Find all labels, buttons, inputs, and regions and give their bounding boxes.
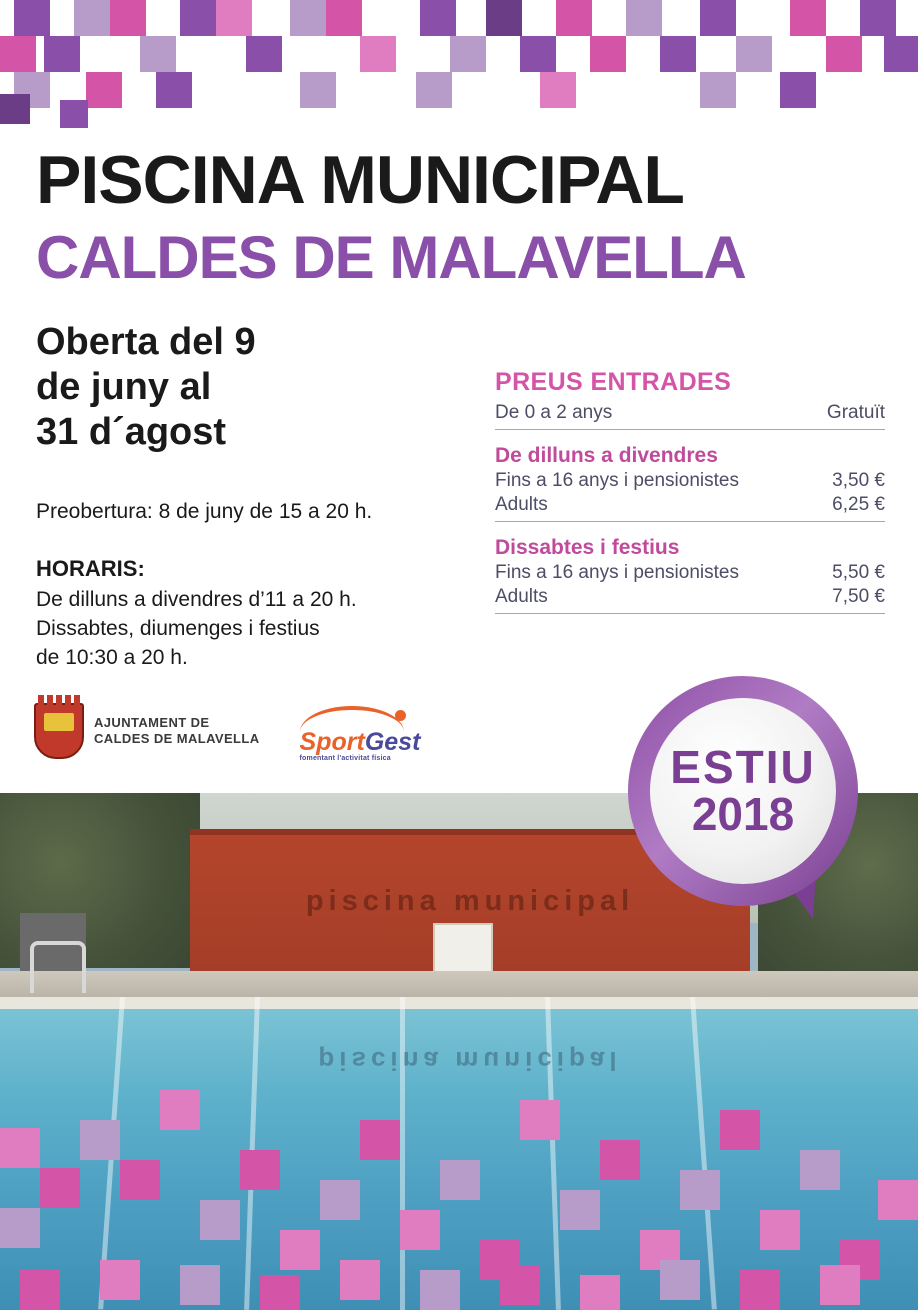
- schedule-line-2: Dissabtes, diumenges i festius: [36, 616, 320, 640]
- mosaic-square: [780, 72, 816, 108]
- pool-water: [0, 997, 918, 1310]
- schedule-line-3: de 10:30 a 20 h.: [36, 645, 188, 669]
- price-row: [495, 469, 885, 493]
- ajuntament-line-2: CALDES DE MALAVELLA: [94, 731, 260, 746]
- mosaic-square: [110, 0, 146, 36]
- price-label: Adults: [495, 586, 548, 607]
- mosaic-square: [60, 100, 88, 128]
- building-sign: piscina municipal: [305, 885, 635, 917]
- mosaic-square: [180, 0, 216, 36]
- pool-reflection-text: piscina municipal: [318, 1046, 622, 1076]
- lane-line: [545, 997, 561, 1310]
- mosaic-square: [486, 0, 522, 36]
- mosaic-square: [300, 72, 336, 108]
- page-subtitle: CALDES DE MALAVELLA: [36, 224, 746, 291]
- mosaic-square: [44, 36, 80, 72]
- price-label: Fins a 16 anys i pensionistes: [495, 470, 739, 491]
- pool-deck: [0, 971, 918, 999]
- mosaic-square: [420, 0, 456, 36]
- lane-line: [244, 997, 260, 1310]
- price-row: [495, 401, 885, 425]
- price-divider: [495, 521, 885, 522]
- mosaic-square: [826, 36, 862, 72]
- sportgest-sport: Sport: [299, 728, 365, 756]
- mosaic-square: [0, 36, 36, 72]
- opening-dates: [36, 320, 256, 454]
- price-group-title: De dilluns a divendres: [495, 444, 718, 467]
- price-divider: [495, 613, 885, 614]
- badge-season-label: ESTIU: [670, 740, 816, 793]
- mosaic-square: [216, 0, 252, 36]
- season-badge: [628, 676, 858, 906]
- mosaic-square: [626, 0, 662, 36]
- price-group: [495, 401, 885, 430]
- price-value: Gratuït: [826, 402, 885, 423]
- price-value: 5,50 €: [832, 562, 885, 583]
- lane-line: [400, 997, 405, 1310]
- mosaic-square: [540, 72, 576, 108]
- preopening-note: Preobertura: 8 de juny de 15 a 20 h.: [36, 500, 373, 523]
- mosaic-square: [86, 72, 122, 108]
- mosaic-square: [884, 36, 918, 72]
- pool-edge: [0, 997, 918, 1009]
- pool-ladder-icon: [30, 941, 86, 993]
- price-table-heading: PREUS ENTRADES: [495, 368, 732, 396]
- mosaic-square: [450, 36, 486, 72]
- ajuntament-label: [94, 715, 260, 748]
- sportgest-name: [300, 730, 421, 755]
- opening-line-1: Oberta del 9: [36, 321, 256, 363]
- mosaic-square: [590, 36, 626, 72]
- ajuntament-line-1: AJUNTAMENT DE: [94, 714, 210, 730]
- price-value: 7,50 €: [832, 586, 885, 607]
- mosaic-square: [156, 72, 192, 108]
- mosaic-square: [290, 0, 326, 36]
- sportgest-gest: Gest: [364, 728, 421, 756]
- price-row: [495, 561, 885, 585]
- sportgest-tagline: fomentant l'activitat física: [299, 755, 391, 762]
- swoosh-icon: [300, 706, 404, 732]
- schedule-line-1: De dilluns a divendres d’11 a 20 h.: [36, 588, 357, 611]
- sportgest-logo: [300, 700, 421, 762]
- mosaic-square: [556, 0, 592, 36]
- schedule-heading: HORARIS:: [36, 556, 145, 581]
- logo-row: [34, 700, 420, 762]
- mosaic-square: [700, 0, 736, 36]
- mosaic-square: [246, 36, 282, 72]
- mosaic-top-decoration: [0, 0, 918, 128]
- badge-year-label: 2018: [691, 787, 795, 840]
- lane-line: [690, 997, 717, 1310]
- mosaic-square: [140, 36, 176, 72]
- mosaic-square: [790, 0, 826, 36]
- badge-inner: [650, 698, 836, 884]
- price-groups: [495, 401, 885, 614]
- mosaic-square: [736, 36, 772, 72]
- price-value: 6,25 €: [832, 494, 885, 515]
- price-value: 3,50 €: [832, 470, 885, 491]
- crown-icon: [38, 695, 80, 705]
- lane-line: [98, 997, 125, 1310]
- mosaic-square: [860, 0, 896, 36]
- price-divider: [495, 429, 885, 430]
- mosaic-square: [0, 94, 30, 124]
- price-group-title: Dissabtes i festius: [495, 536, 680, 559]
- mosaic-square: [416, 72, 452, 108]
- mosaic-square: [74, 0, 110, 36]
- price-label: Fins a 16 anys i pensionistes: [495, 562, 739, 583]
- schedule-lines: [36, 586, 357, 673]
- mosaic-square: [700, 72, 736, 108]
- mosaic-square: [14, 0, 50, 36]
- price-group: [495, 444, 885, 522]
- mosaic-square: [360, 36, 396, 72]
- opening-line-2: de juny al: [36, 365, 212, 408]
- opening-line-3: 31 d´agost: [36, 410, 227, 453]
- mosaic-square: [326, 0, 362, 36]
- coat-of-arms-icon: [34, 703, 84, 759]
- price-label: De 0 a 2 anys: [495, 402, 613, 423]
- price-table: [495, 368, 885, 614]
- price-row: [495, 493, 885, 517]
- price-row: [495, 585, 885, 609]
- mosaic-square: [660, 36, 696, 72]
- ajuntament-logo: [34, 703, 260, 759]
- price-label: Adults: [495, 494, 548, 515]
- page-title: PISCINA MUNICIPAL: [36, 142, 684, 218]
- price-group: [495, 536, 885, 614]
- mosaic-square: [520, 36, 556, 72]
